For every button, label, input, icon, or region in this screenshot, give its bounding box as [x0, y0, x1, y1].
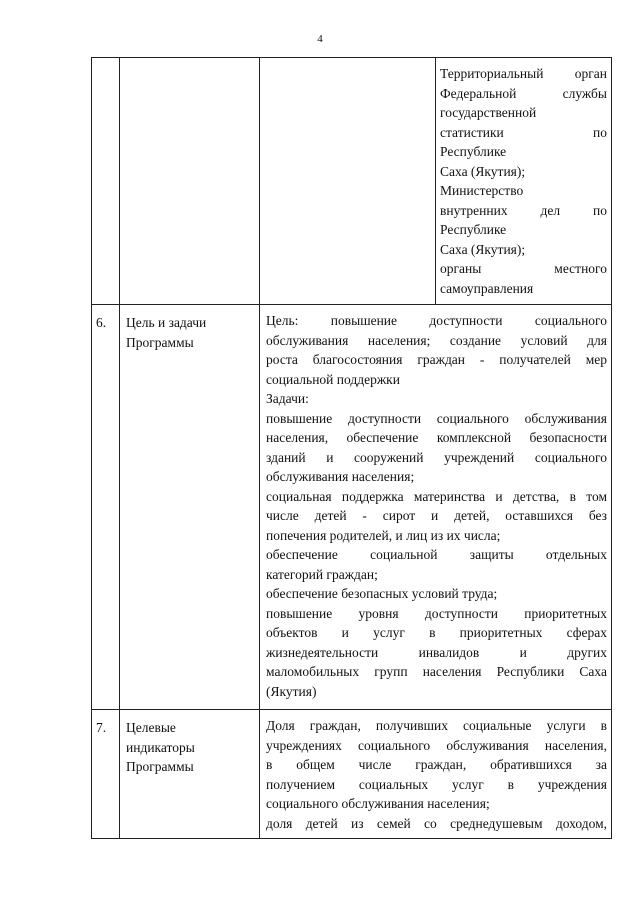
- text-line: социального обслуживания населения;: [266, 796, 490, 811]
- text-line: Целевые: [126, 720, 176, 735]
- text-line: роста благосостояния граждан - получателей мер: [266, 352, 607, 367]
- agencies-text: [440, 64, 607, 298]
- goals-content: [260, 305, 612, 710]
- text-line: Задачи:: [266, 391, 309, 406]
- table-row-goals: [92, 305, 612, 710]
- table-row-indicators: [92, 710, 612, 839]
- cell-empty: [260, 58, 436, 305]
- text-line: социальная поддержка материнства и детства, в том: [266, 488, 607, 504]
- text-line: повышение уровня доступности приоритетных: [266, 605, 607, 621]
- text-line: Программы: [126, 334, 194, 350]
- text-line: Программы: [126, 759, 194, 774]
- row-number: 6.: [92, 305, 120, 710]
- text-line: повышение доступности социального обслуживания: [266, 410, 607, 426]
- text-line: Федеральной службы: [440, 85, 607, 101]
- text-line: Цель: повышение доступности социального: [266, 313, 607, 328]
- text-line: доля детей из семей со среднедушевым доходом,: [266, 815, 607, 831]
- row-title-text: [126, 313, 255, 352]
- row-title: [120, 710, 260, 839]
- text-line: обслуживания населения;: [266, 469, 415, 484]
- text-line: зданий и сооружений учреждений социального: [266, 449, 607, 465]
- text-line: Республике: [440, 222, 507, 237]
- text-line: Республике: [440, 144, 507, 159]
- text-line: Доля граждан, получивших социальные услуги в: [266, 718, 607, 733]
- text-line: внутренних дел по: [440, 202, 607, 218]
- text-line: Территориальный орган: [440, 66, 607, 81]
- text-line: социальной поддержки: [266, 371, 400, 387]
- text-line: маломобильных групп населения Республики Саха: [266, 664, 607, 679]
- row-title-text: [126, 718, 255, 777]
- indicators-text: [266, 716, 607, 833]
- text-line: (Якутия): [266, 683, 317, 699]
- page-number: 4: [317, 33, 323, 45]
- text-line: обслуживания населения; создание условий для: [266, 332, 607, 348]
- text-line: в общем числе граждан, обратившихся за: [266, 757, 607, 772]
- text-line: органы местного: [440, 261, 607, 276]
- text-line: населения, обеспечение комплексной безопасности: [266, 430, 607, 445]
- cell-name-empty: [120, 58, 260, 305]
- row-title: [120, 305, 260, 710]
- row-number: 7.: [92, 710, 120, 839]
- text-line: попечения родителей, и лиц из их числа;: [266, 527, 501, 543]
- table-row-continuation: [92, 58, 612, 305]
- text-line: объектов и услуг в приоритетных сферах: [266, 625, 607, 640]
- text-line: самоуправления: [440, 280, 534, 296]
- text-line: Саха (Якутия);: [440, 241, 526, 257]
- cell-number-empty: [92, 58, 120, 305]
- text-line: Цель и задачи: [126, 315, 207, 330]
- text-line: учреждениях социального обслуживания населения,: [266, 737, 607, 753]
- text-line: государственной: [440, 105, 537, 120]
- indicators-content: [260, 710, 612, 839]
- text-line: получением социальных услуг в учреждения: [266, 776, 607, 792]
- text-line: обеспечение социальной защиты отдельных: [266, 547, 607, 562]
- cell-agencies: [436, 58, 612, 305]
- program-passport-table: [91, 57, 612, 839]
- text-line: числе детей - сирот и детей, оставшихся без: [266, 508, 607, 523]
- goals-text: [266, 311, 607, 701]
- text-line: Саха (Якутия);: [440, 163, 526, 179]
- text-line: Министерство: [440, 183, 524, 198]
- text-line: обеспечение безопасных условий труда;: [266, 586, 498, 601]
- text-line: индикаторы: [126, 739, 195, 755]
- text-line: статистики по: [440, 124, 607, 140]
- text-line: категорий граждан;: [266, 566, 378, 582]
- text-line: жизнедеятельности инвалидов и других: [266, 644, 607, 660]
